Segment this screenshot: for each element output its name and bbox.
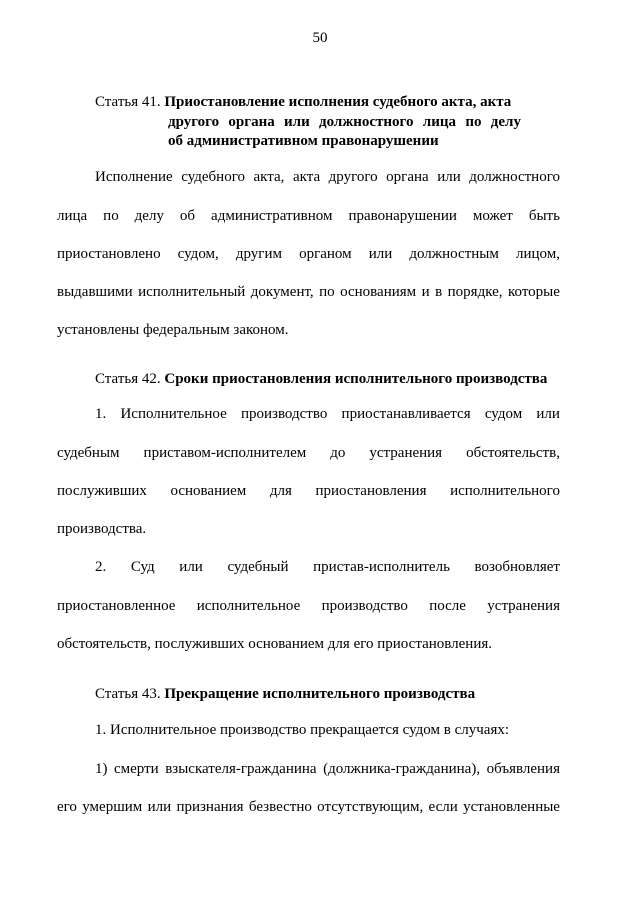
paragraph-line [57,207,560,226]
word: судебным [57,445,120,461]
word: объявления [486,761,560,777]
word: может [472,208,513,224]
word: правонарушении [348,208,457,224]
paragraph-line [57,245,560,264]
word: документ, [250,284,314,300]
word: должностного [469,169,560,185]
word: судом, [177,246,219,262]
word: 1) [95,761,108,777]
word: или [437,169,461,185]
word: делу [490,114,521,130]
word: смерти [114,761,159,777]
word: или [147,799,172,815]
paragraph-line [95,405,560,424]
paragraph-line [57,798,560,817]
word: умершим [82,799,143,815]
word: приставом-исполнителем [143,445,307,461]
paragraph-line [57,482,560,501]
word: лица [422,114,456,130]
paragraph-line: производства. [57,521,147,537]
word: судебного [181,169,245,185]
paragraph-line [95,168,560,187]
word: другого [328,169,378,185]
paragraph-line [57,597,560,616]
word: должностным [409,246,499,262]
word: после [429,598,466,614]
paragraph-line: обстоятельств, послуживших основанием для его приостановления. [57,636,492,652]
word: выдавшими [57,284,133,300]
word: порядке, [447,284,503,300]
word: 1. [95,406,107,422]
word: лицом, [515,246,560,262]
word: об [179,208,196,224]
word: устранения [369,445,443,461]
word: органом [299,246,352,262]
article-43-heading [95,685,560,704]
article-41-title-line-2 [168,113,521,132]
paragraph-line [57,444,560,463]
word: Исполнительное [120,406,227,422]
paragraph-line [95,760,560,779]
article-43-title: Прекращение исполнительного производства [164,686,476,702]
word: органа [386,169,429,185]
word: возобновляет [474,559,560,575]
word: органа [228,114,275,130]
word: по [103,208,119,224]
word: по [319,284,335,300]
word: производство [240,406,328,422]
word: другого [168,114,220,130]
word: или [179,559,203,575]
word: лица [57,208,88,224]
word: исполнительное [196,598,301,614]
article-43-paragraph-1: 1. Исполнительное производство прекращается судом в случаях: [95,722,510,738]
word: его [57,799,77,815]
word: делу [134,208,164,224]
article-42-heading [95,370,560,389]
word: должностного [319,114,414,130]
word: Суд [130,559,155,575]
word: или [368,246,393,262]
word: судом [484,406,523,422]
article-42-title: Сроки приостановления исполнительного производства [164,371,548,387]
word: производство [321,598,408,614]
word: основанием [170,483,247,499]
word: послуживших [57,483,147,499]
word: (должника-гражданина), [323,761,481,777]
article-41-title-line-1: Приостановление исполнения судебного акта, акта [164,94,512,110]
paragraph-line: установлены федеральным законом. [57,322,289,338]
article-41-heading-line-1 [95,93,560,112]
word: обстоятельств, [466,445,560,461]
word: и [421,284,430,300]
word: акта [292,169,321,185]
word: основаниям [340,284,417,300]
word: для [269,483,292,499]
word: взыскателя-гражданина [165,761,317,777]
word: или [536,406,560,422]
article-42-prefix: Статья 42. [95,371,161,387]
word: другим [235,246,282,262]
article-41-prefix: Статья 41. [95,94,161,110]
word: которые [507,284,560,300]
paragraph-line [57,283,560,302]
word: установленные [463,799,560,815]
word: признания [176,799,244,815]
word: по [465,114,482,130]
word: если [428,799,458,815]
word: устранения [487,598,560,614]
word: административном [211,208,333,224]
word: приостановленное [57,598,176,614]
word: безвестно [248,799,312,815]
word: отсутствующим, [317,799,424,815]
article-41-title-line-3: об административном правонарушении [168,133,439,149]
word: судебный [227,559,289,575]
word: приостанавливается [341,406,471,422]
word: исполнительного [450,483,560,499]
word: 2. [95,559,107,575]
word: в [435,284,443,300]
word: быть [528,208,560,224]
article-43-prefix: Статья 43. [95,686,161,702]
page-number: 50 [312,30,328,46]
word: приостановления [315,483,427,499]
word: акта, [253,169,285,185]
word: Исполнение [95,169,173,185]
word: исполнительный [138,284,246,300]
word: до [330,445,346,461]
word: пристав-исполнитель [313,559,450,575]
word: или [284,114,310,130]
paragraph-line [95,558,560,577]
word: приостановлено [57,246,161,262]
